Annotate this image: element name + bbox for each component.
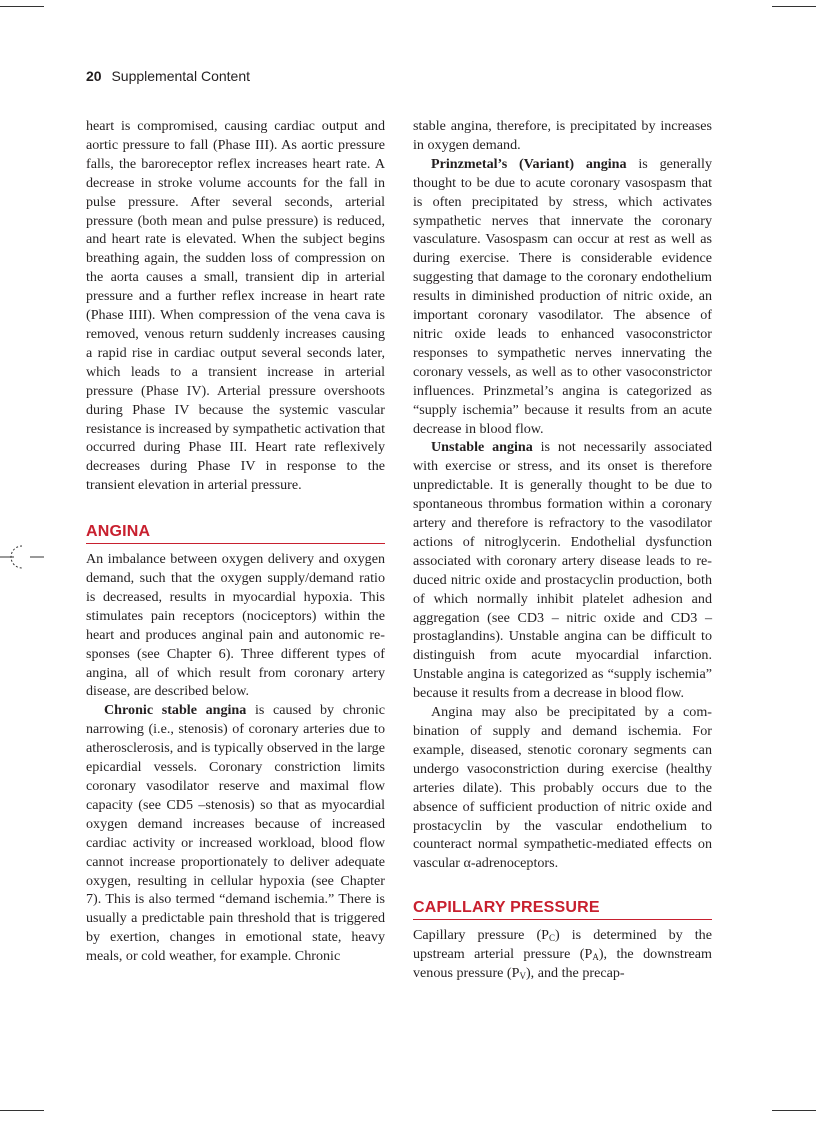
paragraph-prinzmetal-text: is generally thought to be due to acute coronary vasospasm that is often precipitated by stress, which activates sympathetic nerves that innervate the coronary vasculature. Vasospasm can occur at rest as well as during exercise. There is considerable evidence suggesting that damage to the coronary endothelium results in diminished production of nitric oxide, an important coronary vasodilator. The absence of nitric oxide leads to enhanced vasoconstrictor responses to sympathetic nerves innervating the coronary vessels, as well as to other vasoconstrictor influences. Prinzmetal’s angina is categorized as “supply ischemia” because it results from an acute decrease in blood flow. bbox=[413, 155, 712, 437]
text-fragment: ), the downstream venous pressure (P bbox=[413, 946, 712, 982]
term-prinzmetal-angina: Prinzmetal’s (Variant) angina bbox=[431, 155, 627, 172]
subscript-v: V bbox=[519, 971, 526, 982]
paragraph-prinzmetal-angina bbox=[413, 155, 712, 439]
text-fragment: ) is determined by the upstream arterial pressure (P bbox=[413, 927, 712, 963]
paragraph-angina-intro: An imbalance between oxygen delivery and oxygen demand, such that the oxygen supply/demand ratio is decreased, results in myocardial hypoxia. This stimulates pain receptors (nociceptors) within the heart and produces anginal pain and autonomic responses (see Chapter 6). Three different types of angina, all of which result from coronary artery disease, are described below. bbox=[86, 551, 385, 700]
paragraph-stable-angina-continued: stable angina, therefore, is precipitated by increases in oxygen demand. bbox=[413, 118, 712, 153]
paragraph-supply-demand-ischemia: Angina may also be precipitated by a combination of supply and demand ischemia. For example, diseased, stenotic coronary segments can undergo vasoconstriction during exercise (healthy arteries dilate). This probably occurs due to the absence of sufficient production of nitric oxide and prostacyclin by the vascular endothelium to counteract normal sympathetic-mediated effects on vascular α-adrenoceptors. bbox=[413, 704, 712, 872]
running-title: Supplemental Content bbox=[111, 68, 251, 84]
right-column bbox=[413, 117, 712, 983]
left-column bbox=[86, 117, 385, 966]
paragraph-valsalva-continued: heart is compromised, causing cardiac output and aortic pressure to fall (Phase III). As aortic pressure falls, the baroreceptor reflex increases heart rate. A decrease in stroke volume accounts for the fall in pulse pressure. After several seconds, arterial pressure (both mean and pulse pressure) is reduced, and heart rate is elevated. When the subject begins breathing again, the sudden loss of compression on the aorta causes a small, transient dip in arterial pressure and a further reflex increase in heart rate (Phase IIII). When compression of the vena cava is removed, venous return suddenly increases causing a rapid rise in cardiac output several seconds later, which leads to a transient increase in arterial pressure (Phase IV). Arterial pressure overshoots during Phase IV because the systemic vascular resistance is increased by sympathetic activation that occurred during Phase III. Heart rate reflexively decreases during Phase IV in response to the transient elevation in arterial pressure. bbox=[86, 118, 385, 494]
running-header bbox=[86, 68, 250, 84]
crop-mark-bottom-left bbox=[0, 1110, 44, 1111]
text-fragment: Capillary pressure (P bbox=[413, 927, 550, 944]
page-number: 20 bbox=[86, 68, 102, 84]
crop-mark-bottom-right bbox=[772, 1110, 816, 1111]
paragraph-chronic-stable-angina bbox=[86, 701, 385, 966]
subscript-c: C bbox=[549, 933, 556, 944]
subscript-a: A bbox=[592, 952, 599, 963]
paragraph-unstable-angina bbox=[413, 438, 712, 703]
term-unstable-angina: Unstable angina bbox=[431, 439, 533, 456]
section-heading-angina: ANGINA bbox=[86, 523, 385, 544]
section-heading-capillary-pressure: CAPILLARY PRESSURE bbox=[413, 899, 712, 920]
crop-mark-top-right bbox=[772, 6, 816, 7]
text-fragment: ), and the precap- bbox=[525, 965, 625, 982]
term-chronic-stable-angina: Chronic stable angina bbox=[104, 702, 247, 719]
crop-mark-top-left bbox=[0, 6, 44, 7]
registration-mark bbox=[0, 542, 44, 572]
paragraph-capillary-pressure bbox=[413, 926, 712, 983]
paragraph-chronic-stable-text: is caused by chronic narrowing (i.e., stenosis) of coronary arteries due to atherosclerosis, and is typically observed in the large epicardial vessels. Coronary constriction limits coronary vasodilator reserve and maximal flow capacity (see CD5 –stenosis) so that as myocardial oxygen demand increases because of increased cardiac activity or increased workload, blood flow cannot increase proportionately to deliver adequate oxygen, resulting in cellular hypoxia (see Chapter 7). This is also termed “demand ischemia.” There is usually a predictable pain threshold that is triggered by exertion, changes in emotional state, heavy meals, or cold weather, for example. Chronic bbox=[86, 702, 385, 965]
paragraph-unstable-text: is not necessarily associated with exercise or stress, and its onset is therefore unpredictable. It is generally thought to be due to spontaneous thrombus formation within a coronary artery and therefore is refractory to the vasodilator actions of nitroglycerin. Endothelial dysfunction associated with coronary artery disease leads to reduced nitric oxide and prostacyclin production, both of which normally inhibit platelet adhesion and aggregation (see CD3 – nitric oxide and CD3 – prostaglandins). Unstable angina can be difficult to distinguish from acute myocardial infarction. Unstable angina is categorized as “supply ischemia” because it results from a decrease in blood flow. bbox=[413, 439, 713, 702]
